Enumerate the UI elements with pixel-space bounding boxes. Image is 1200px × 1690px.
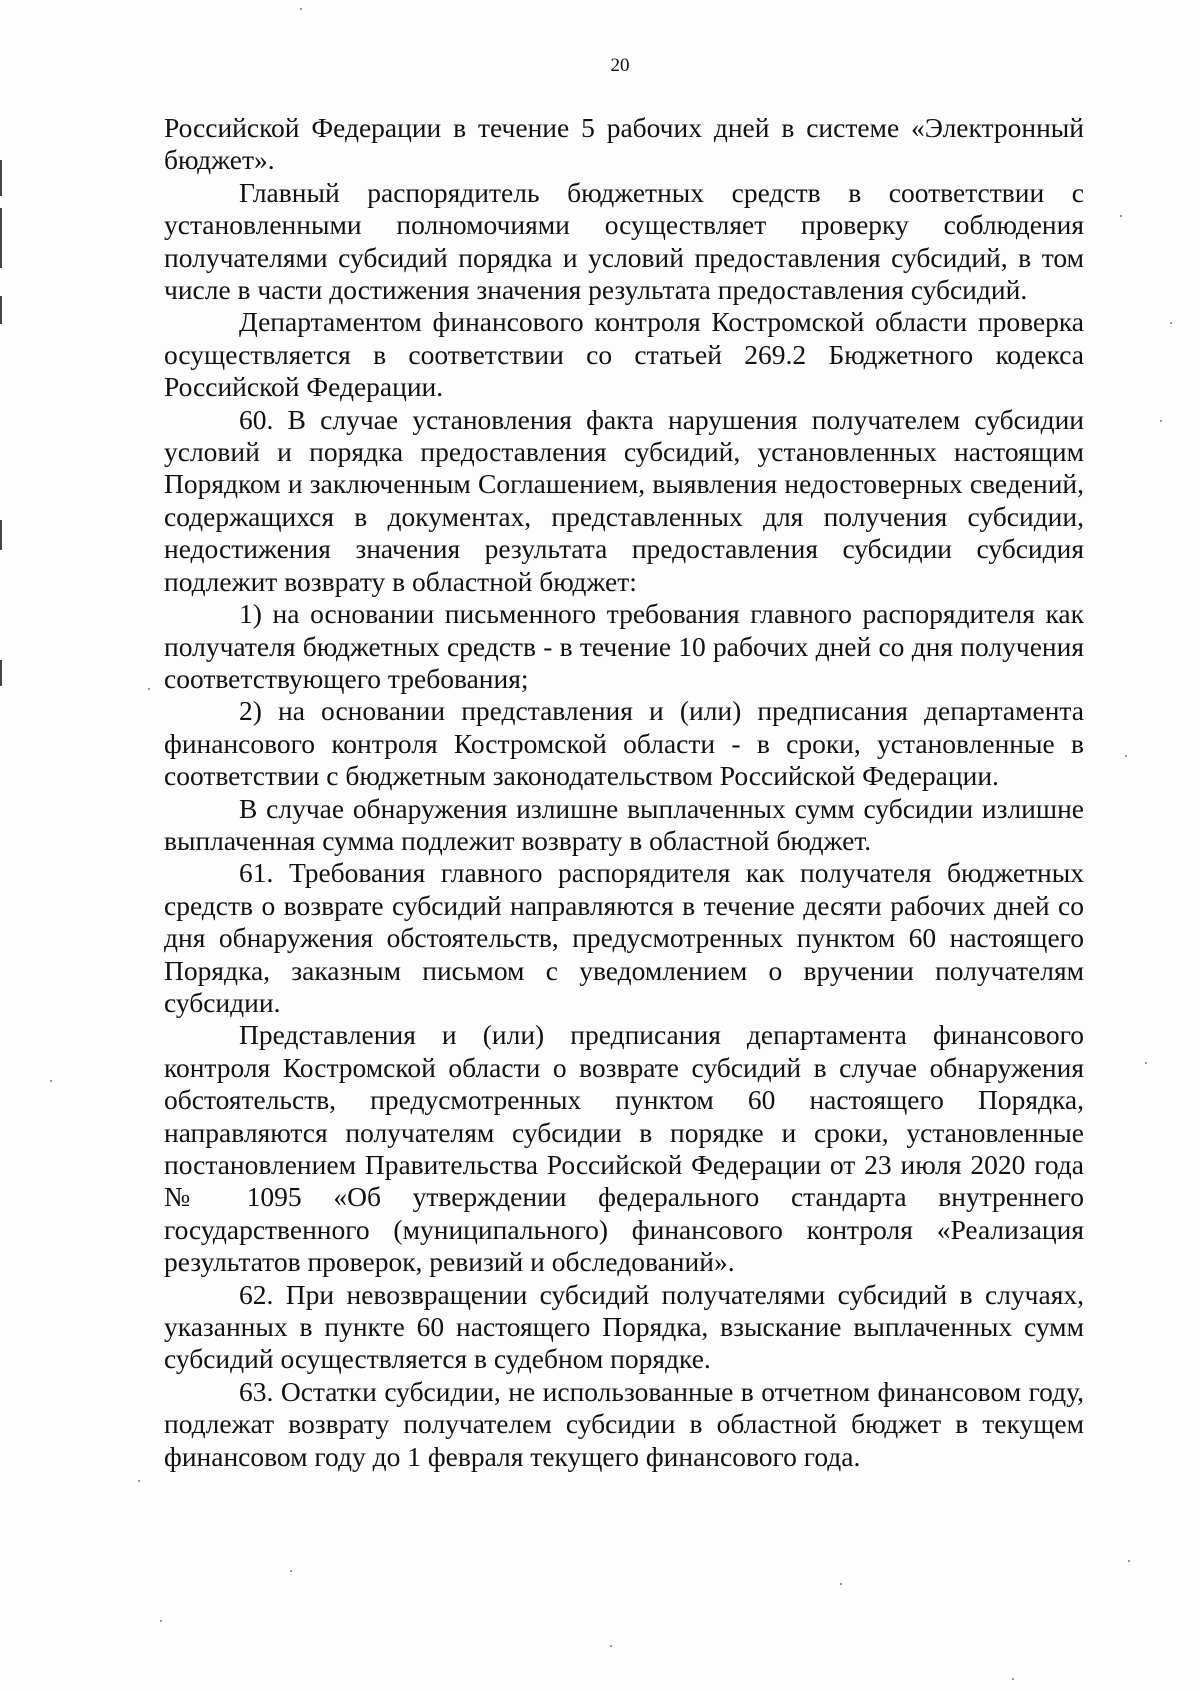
scan-speck — [148, 688, 150, 690]
paragraph-main-distributor-check: Главный распорядитель бюджетных средств в соответствии с установленными полномочиями осуществляет проверку соблюдения получателями субсидий порядка и условий предоставления субсидий, в том числе в части достижения значения результата предоставления субсидий. — [164, 176, 1084, 306]
scan-edge-mark — [0, 160, 2, 196]
document-body — [164, 112, 1084, 1473]
scan-speck — [610, 1645, 612, 1647]
paragraph-continuation: Российской Федерации в течение 5 рабочих дней в системе «Электронный бюджет». — [164, 112, 1084, 176]
paragraph-item-61: 61. Требования главного распорядителя как получателя бюджетных средств о возврате субсидий направляются в течение десяти рабочих дней со дня обнаружения обстоятельств, предусмотренных пунктом 60 настоящего Порядка, заказным письмом с уведомлением о вручении получателям субсидии. — [164, 857, 1084, 1018]
scan-edge-mark — [0, 296, 2, 324]
paragraph-item-62: 62. При невозвращении субсидий получателями субсидий в случаях, указанных в пункте 60 настоящего Порядка, взыскание выплаченных сумм субсидий осуществляется в судебном порядке. — [164, 1278, 1084, 1375]
paragraph-item-61-representations: Представления и (или) предписания департамента финансового контроля Костромской области о возврате субсидий в случае обнаружения обстоятельств, предусмотренных пунктом 60 настоящего Порядка, направляются получателям субсидии в порядке и сроки, установленные постановлением Правительства Российской Федерации от 23 июля 2020 года № 1095 «Об утверждении федерального стандарта внутреннего государственного (муниципального) финансового контроля «Реализация результатов проверок, ревизий и обследований». — [164, 1019, 1084, 1278]
scan-speck — [1012, 1678, 1014, 1680]
paragraph-overpaid-sums: В случае обнаружения излишне выплаченных сумм субсидии излишне выплаченная сумма подлежит возврату в областной бюджет. — [164, 792, 1084, 856]
scan-speck — [300, 8, 302, 10]
scan-edge-mark — [0, 208, 2, 268]
scan-speck — [138, 1480, 140, 1482]
scan-speck — [1120, 215, 1122, 217]
scan-speck — [1170, 322, 1172, 324]
paragraph-item-60: 60. В случае установления факта нарушения получателем субсидии условий и порядка предоставления субсидий, установленных настоящим Порядком и заключенным Соглашением, выявления недостоверных сведений, содержащихся в документах, представленных для получения субсидии, недостижения значения результата предоставления субсидии субсидия подлежит возврату в областной бюджет: — [164, 403, 1084, 597]
paragraph-item-60-sub-1: 1) на основании письменного требования главного распорядителя как получателя бюджетных средств - в течение 10 рабочих дней со дня получения соответствующего требования; — [164, 598, 1084, 694]
scan-edge-mark — [0, 660, 2, 686]
scan-speck — [1145, 1062, 1147, 1064]
paragraph-financial-control-check: Департаментом финансового контроля Костромской области проверка осуществляется в соответствии со статьей 269.2 Бюджетного кодекса Российской Федерации. — [164, 306, 1084, 403]
scan-speck — [1160, 420, 1162, 422]
scan-speck — [840, 1583, 842, 1585]
scan-speck — [1125, 755, 1127, 757]
paragraph-item-63: 63. Остатки субсидии, не использованные в отчетном финансовом году, подлежат возврату получателем субсидии в областной бюджет в текущем финансовом году до 1 февраля текущего финансового года. — [164, 1375, 1084, 1472]
paragraph-item-60-sub-2: 2) на основании представления и (или) предписания департамента финансового контроля Костромской области - в сроки, установленные в соответствии с бюджетным законодательством Российской Федерации. — [164, 695, 1084, 792]
scan-speck — [1128, 1560, 1130, 1562]
scan-speck — [160, 1620, 162, 1622]
scan-edge-mark — [0, 520, 2, 550]
page-number: 20 — [610, 55, 630, 76]
scan-speck — [50, 1080, 52, 1082]
scan-speck — [290, 1570, 292, 1572]
